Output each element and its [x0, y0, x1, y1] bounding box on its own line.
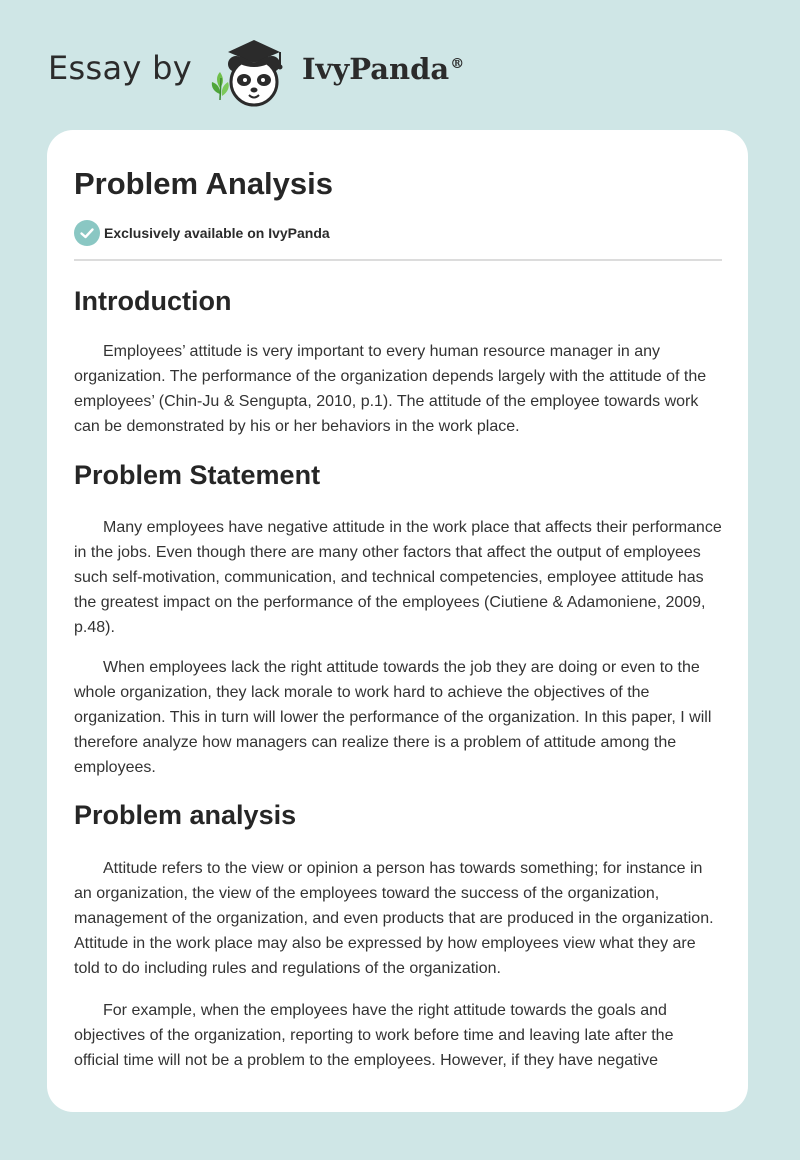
- registered-mark: ®: [450, 56, 465, 73]
- brand-prefix: Essay by: [48, 49, 192, 87]
- section-introduction: [74, 283, 722, 439]
- page-title: Problem Analysis: [74, 166, 334, 201]
- paragraph: Many employees have negative attitude in the work place that affects their performance in the jobs. Even though there are many other factors that affect the output of employees such self-motivation, communication, and technical competencies, employee attitude has the greatest impact on the performance of the employees (Ciutiene & Adamoniene, 2009, p.48).: [74, 519, 722, 636]
- paragraph: For example, when the employees have the right attitude towards the goals and objectives of the organization, reporting to work before time and leaving late after the official time will not be a problem to the employees. However, if they have negative: [74, 1002, 674, 1069]
- title-divider: [74, 259, 722, 261]
- paragraph: Attitude refers to the view or opinion a person has towards something; for instance in an organization, the view of the employees toward the success of the organization, management of the organization, and even products that are produced in the organization. Attitude in the work place may also be expressed by how employees view what they are told to do including rules and regulations of the organization.: [74, 860, 714, 977]
- paragraph: When employees lack the right attitude towards the job they are doing or even to the whole organization, they lack morale to work hard to achieve the objectives of the organization. This in turn will lower the performance of the organization. In this paper, I will therefore analyze how managers can realize there is a problem of attitude among the employees.: [74, 659, 712, 776]
- section-heading: Problem analysis: [74, 800, 297, 830]
- brand-header: [48, 30, 464, 110]
- section-heading: Introduction: [74, 286, 232, 316]
- brand-name: IvyPanda®: [301, 52, 465, 86]
- section-problem-statement: [74, 457, 722, 780]
- section-heading: Problem Statement: [74, 460, 321, 490]
- check-circle-icon: [74, 220, 100, 246]
- paragraph: Employees’ attitude is very important to every human resource manager in any organization. The performance of the organization depends largely with the attitude of the employees’ (Chin-Ju & Sengupta, 2010, p.1). The attitude of the employee towards work can be demonstrated by his or her behaviors in the work place.: [74, 343, 707, 435]
- essay-card: [47, 130, 748, 1112]
- exclusive-badge: [74, 220, 722, 246]
- exclusive-badge-label: Exclusively available on IvyPanda: [104, 225, 330, 241]
- panda-logo-icon[interactable]: [206, 30, 298, 110]
- section-problem-analysis: [74, 797, 722, 1073]
